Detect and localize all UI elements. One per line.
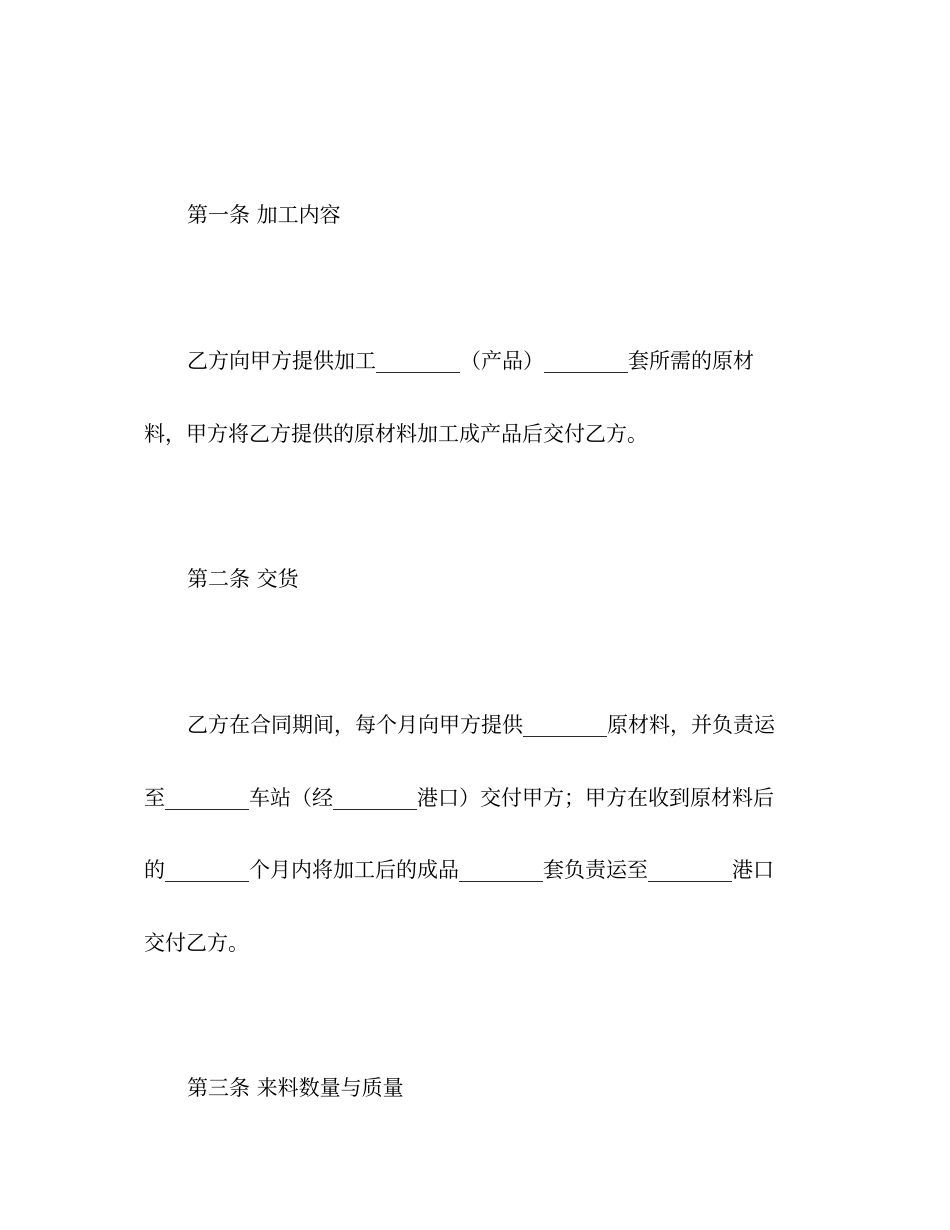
paragraph-line: 至________车站（经________港口）交付甲方；甲方在收到原材料后	[144, 786, 774, 810]
paragraph-line: 交付乙方。	[144, 931, 249, 955]
section-heading: 第三条 来料数量与质量	[187, 1076, 404, 1100]
paragraph-line: 的________个月内将加工后的成品________套负责运至________港口	[144, 858, 774, 882]
paragraph-line: 乙方向甲方提供加工________（产品）________套所需的原材	[187, 349, 754, 373]
section-heading: 第一条 加工内容	[187, 203, 341, 227]
paragraph-line: 乙方在合同期间，每个月向甲方提供________原材料，并负责运	[187, 713, 775, 737]
paragraph-line: 料，甲方将乙方提供的原材料加工成产品后交付乙方。	[144, 422, 648, 446]
section-heading: 第二条 交货	[187, 567, 299, 591]
